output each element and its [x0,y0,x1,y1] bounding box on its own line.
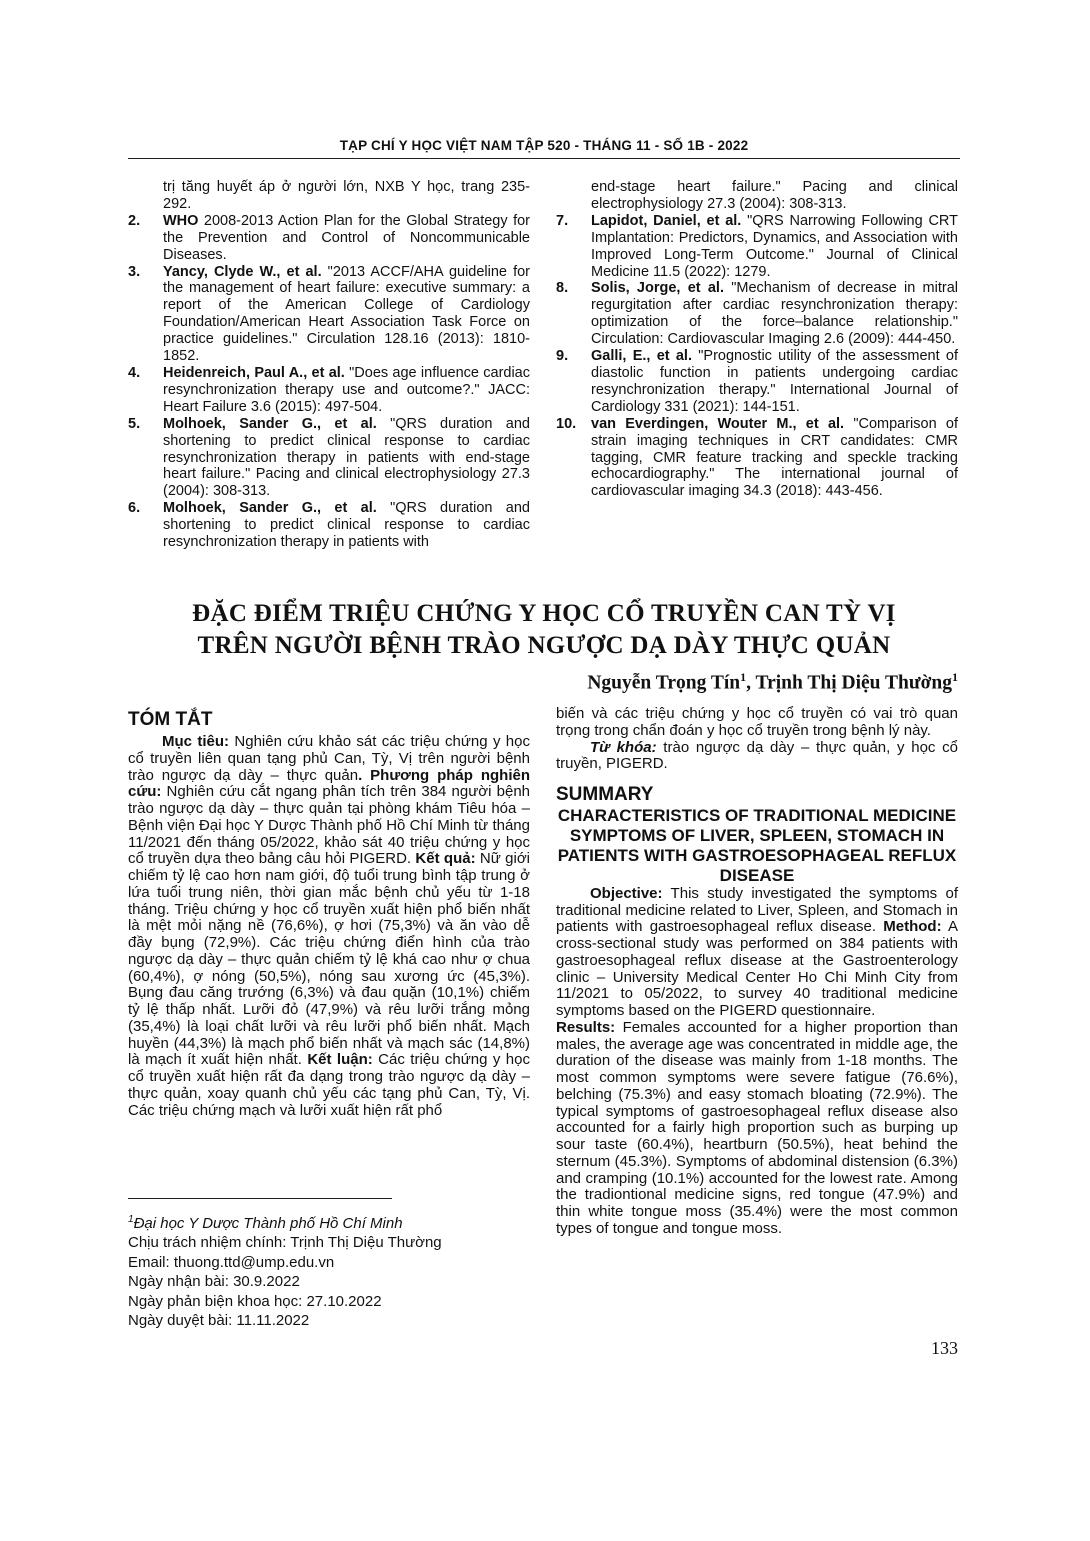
reference-item [128,365,530,416]
footnote-divider [128,1198,392,1199]
label-ket-luan: Kết luận: [301,1051,373,1069]
author-2: Trịnh Thị Diệu Thường [755,672,952,694]
date-accepted: Ngày duyệt bài: 11.11.2022 [128,1312,310,1330]
label-method: Method: [876,918,942,936]
reference-item [128,264,530,365]
label-muc-tieu: Mục tiêu: [162,733,230,750]
reference-item [128,213,530,264]
reference-item [556,213,958,281]
author-line [587,670,958,695]
abstract-right-column [556,706,958,1238]
reference-text: "Does age influence cardiac resynchronization therapy use and outcome?." JACC: Heart Failure 3.6 (2015): 497-504. [163,364,530,415]
reference-authors: WHO [163,212,199,229]
reference-authors: Galli, E., et al. [591,348,692,365]
references-right-column [556,179,958,500]
reference-number: 2. [128,212,141,229]
summary-title: CHARACTERISTICS OF TRADITIONAL MEDICINE SYMPTOMS OF LIVER, SPLEEN, STOMACH IN PATIENTS WITH GASTROESOPHAGEAL REFLUX DISEASE [557,805,957,885]
text-phuong-phap: Nghiên cứu cắt ngang phân tích trên 384 người bệnh trào ngược dạ dày – thực quản tại phòng khám Tiêu hóa – Bệnh viện Đại học Y Dược Thành phố Hồ Chí Minh từ tháng 11/2021 đến tháng 05/2022, khảo sát 40 triệu chứng y học cổ truyền dựa theo bảng câu hỏi PIGERD. [128,783,530,868]
reference-authors: Lapidot, Daniel, et al. [591,212,742,229]
reference-number: 6. [128,500,141,517]
reference-text: "QRS duration and shortening to predict clinical response to cardiac resynchronization therapy in patients with [163,500,530,551]
affiliation-text: Đại học Y Dược Thành phố Hồ Chí Minh [133,1215,403,1232]
reference-text: trị tăng huyết áp ở người lớn, NXB Y học, trang 235- 292. [163,179,530,212]
reference-item [556,348,958,416]
reference-text: end-stage heart failure." Pacing and clinical electrophysiology 27.3 (2004): 308-313. [591,179,958,212]
summary-heading: SUMMARY [556,784,654,805]
reference-authors: Solis, Jorge, et al. [591,280,724,297]
reference-item [128,179,530,213]
article-title-line-2: TRÊN NGƯỜI BỆNH TRÀO NGƯỢC DẠ DÀY THỰC QUẢN [197,632,891,659]
abstract-vi-paragraph [128,734,530,1119]
summary-paragraph [556,886,958,1020]
label-ket-qua: Kết quả: [411,850,476,868]
text-ket-luan: Các triệu chứng y học cổ truyền xuất hiện rất đa dạng trong trào ngược dạ dày – thực quản, xoay quanh chủ yếu các tạng phủ Can, Tỳ, Vị. Các triệu chứng mạch và lưỡi xuất hiện rất phổ [128,1051,530,1119]
responsible-author: Chịu trách nhiệm chính: Trịnh Thị Diệu Thường [128,1234,442,1252]
footnote [128,1210,442,1330]
label-phuong-phap: . Phương pháp nghiên cứu: [128,766,530,801]
reference-text: "QRS Narrowing Following CRT Implantation: Predictors, Dynamics, and Association with Improved Long-Term Outcome." Journal of Clinical Medicine 11.5 (2022): 1279. [591,212,958,280]
reference-authors: Molhoek, Sander G., et al. [163,500,377,517]
reference-text: "Mechanism of decrease in mitral regurgitation after cardiac resynchronization therapy: optimization of the force–balance relationship." Circulation: Cardiovascular Imaging 2.6 (2009): 444-450. [591,280,958,348]
author-1: Nguyễn Trọng Tín [587,672,741,694]
affiliation-mark: 1 [128,1214,134,1225]
reference-text: "Prognostic utility of the assessment of diastolic function in patients undergoing cardiac resynchronization therapy." International Journal of Cardiology 331 (2021): 144-151. [591,348,958,415]
reference-text: "2013 ACCF/AHA guideline for the management of heart failure: executive summary: a report of the American College of Cardiology Foundation/American Heart Association Task Force on practice guidelines." Circulation 128.16 (2013): 1810-1852. [163,263,530,365]
keywords [556,740,958,774]
author-1-affiliation-mark: 1 [740,670,747,684]
date-received: Ngày nhận bài: 30.9.2022 [128,1273,300,1291]
header-divider [128,158,960,159]
contact-email: Email: thuong.ttd@ump.edu.vn [128,1253,335,1271]
journal-header: TẠP CHÍ Y HỌC VIỆT NAM TẬP 520 - THÁNG 11 - SỐ 1B - 2022 [339,138,749,153]
reference-text: "QRS duration and shortening to predict clinical response to cardiac resynchronization therapy in patients with end-stage heart failure." Pacing and clinical electrophysiology 27.3 (2004): 308-313. [163,415,530,500]
label-tu-khoa: Từ khóa: [590,738,657,756]
article-title-line-1: ĐẶC ĐIỂM TRIỆU CHỨNG Y HỌC CỔ TRUYỀN CAN TỲ VỊ [192,600,896,627]
article-title [128,598,960,662]
reference-item [556,179,958,213]
reference-text: 2008-2013 Action Plan for the Global Strategy for the Prevention and Control of Noncommunicable Diseases. [163,212,530,263]
date-reviewed: Ngày phản biện khoa học: 27.10.2022 [128,1292,382,1310]
text-ket-qua: Nữ giới chiếm tỷ lệ cao hơn nam giới, độ tuổi trung bình tập trung ở lứa tuổi trung niên, thời gian mắc bệnh chủ yếu từ 1-18 tháng. Triệu chứng y học cổ truyền xuất hiện phổ biến nhất là mệt mỏi nặng nề (76,6%), ợ hơi (75,3%) và ăn vào dễ đầy bụng (72,9%). Các triệu chứng điển hình của trào ngược dạ dày – thực quản chiếm tỷ lệ khá cao như ợ chua (60,4%), ợ nóng (50,5%), nóng sau xương ức (45,3%). Bụng đau căng trướng (6,3%) và đau quặn (10,1%) chiếm tỷ lệ thấp nhất. Lưỡi đỏ (47,9%) và rêu lưỡi trắng mỏng (35,4%) là loại chất lưỡi và rêu lưỡi phổ biến nhất. Mạch huyền (44,3%) là mạch phổ biến nhất và mạch sác (14,8%) là mạch ít xuất hiện nhất. [128,850,530,1069]
label-objective: Objective: [590,884,663,902]
reference-authors: Yancy, Clyde W., et al. [163,263,322,280]
reference-number: 7. [556,212,569,229]
reference-number: 10. [556,415,577,432]
reference-number: 9. [556,348,569,365]
author-separator: , [746,672,756,694]
text-tu-khoa: trào ngược dạ dày – thực quản, y học cổ truyền, PIGERD. [556,738,958,773]
reference-authors: Molhoek, Sander G., et al. [163,415,377,432]
references-left-column [128,179,530,551]
abstract-vi-continuation: biến và các triệu chứng y học cổ truyền có vai trò quan trọng trong chẩn đoán y học cổ truyền trong bệnh lý này. [556,705,958,739]
reference-authors: van Everdingen, Wouter M., et al. [591,415,845,432]
reference-number: 3. [128,263,141,280]
label-results: Results: [556,1018,616,1036]
reference-number: 5. [128,415,141,432]
affiliation [128,1210,442,1233]
page-number: 133 [931,1338,958,1358]
reference-text: "Comparison of strain imaging techniques in CRT candidates: CMR tagging, CMR feature tracking and speckle tracking echocardiography." The international journal of cardiovascular imaging 34.3 (2018): 443-456. [591,415,958,500]
abstract-vi-left [128,734,530,1119]
text-results: Females accounted for a higher proportion than males, the average age was concentrated in middle age, the duration of the disease was mainly from 1-18 months. The most common symptoms were severe fatigue (76.6%), belching (75.3%) and easy stomach bloating (72.9%). The typical symptoms of gastroesophageal reflux disease also accounted for a fairly high proportion such as burping up sour taste (60.4%), heartburn (50.5%), heat behind the sternum (45.3%). Symptoms of abdominal distension (6.3%) and cramping (10.1%) accounted for the lowest rate. Among the tradiontional medicine signs, red tongue (47.9%) and thin white tongue moss (35.4%) were the most common types of tongue and tongue moss. [556,1018,958,1237]
reference-item [128,500,530,551]
text-muc-tieu: Nghiên cứu khảo sát các triệu chứng y học cổ truyền liên quan tạng phủ Can, Tỳ, Vị trên người bệnh trào ngược dạ dày – thực quản [128,733,530,784]
reference-authors: Heidenreich, Paul A., et al. [163,364,345,381]
summary-results [556,1020,958,1238]
reference-number: 4. [128,364,141,381]
reference-item [128,416,530,501]
reference-item [556,416,958,501]
reference-number: 8. [556,280,569,297]
text-objective: This study investigated the symptoms of traditional medicine related to Liver, Spleen, and Stomach in patients with gastroesophageal reflux disease. [556,884,958,936]
reference-item [556,280,958,348]
author-2-affiliation-mark: 1 [952,670,958,684]
text-method: A cross-sectional study was performed on 384 patients with gastroesophageal reflux disease at the Gastroenterology clinic – University Medical Center Ho Chi Minh City from 11/2021 to 05/2022, to survey 40 traditional medicine symptoms based on the PIGERD questionnaire. [556,918,958,1019]
abstract-heading-vi: TÓM TẮT [128,709,213,730]
